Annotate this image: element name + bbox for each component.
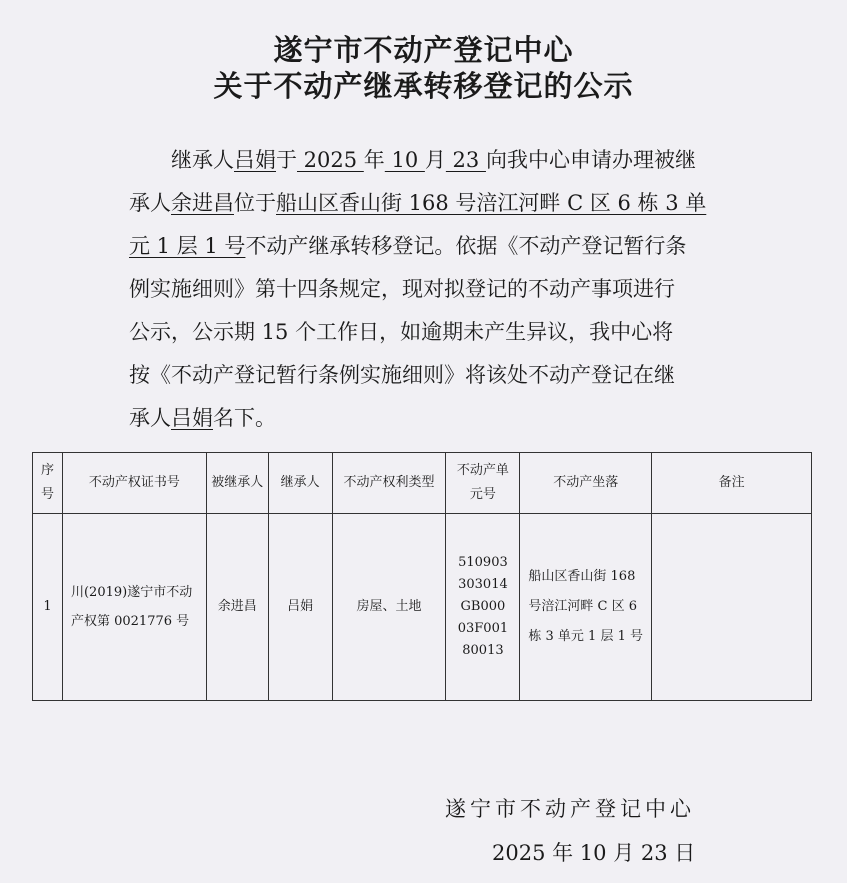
body-text: 不动产继承转移登记。依据《不动产登记暂行条 xyxy=(245,234,687,258)
col-header-note: 备注 xyxy=(652,453,812,514)
body-line-7 xyxy=(129,397,729,440)
body-text: 承人 xyxy=(129,406,171,430)
cell-type: 房屋、土地 xyxy=(332,514,446,701)
body-line-3 xyxy=(129,225,729,268)
property-address: 船山区香山街 168 号涪江河畔 C 区 6 栋 3 单 xyxy=(276,191,707,215)
property-table xyxy=(32,452,812,701)
table-row xyxy=(33,514,812,701)
cell-decedent: 余进昌 xyxy=(206,514,268,701)
notice-title-line2: 关于不动产继承转移登记的公示 xyxy=(213,69,634,103)
cell-unit: 510903303014GB00003F00180013 xyxy=(446,514,520,701)
table-header-row xyxy=(33,453,812,514)
col-header-decedent: 被继承人 xyxy=(206,453,268,514)
body-text: 月 xyxy=(424,148,446,172)
body-text: 年 xyxy=(363,148,385,172)
cell-location: 船山区香山街 168 号涪江河畔 C 区 6 栋 3 单元 1 层 1 号 xyxy=(520,514,652,701)
heir-name: 吕娟 xyxy=(171,406,213,430)
cell-seq: 1 xyxy=(33,514,63,701)
col-header-cert: 不动产权证书号 xyxy=(62,453,206,514)
col-header-unit: 不动产单元号 xyxy=(446,453,520,514)
body-line-5: 公示，公示期 15 个工作日，如逾期未产生异议，我中心将 xyxy=(129,320,674,344)
issuer-signature: 遂宁市不动产登记中心 xyxy=(445,797,695,821)
body-text: 向我中心申请办理被继 xyxy=(485,148,696,172)
body-line-4: 例实施细则》第十四条规定，现对拟登记的不动产事项进行 xyxy=(129,277,675,301)
col-header-type: 不动产权利类型 xyxy=(332,453,446,514)
notice-body xyxy=(129,139,729,440)
body-line-2 xyxy=(129,182,729,225)
decedent-name: 余进昌 xyxy=(171,191,234,215)
apply-month: 10 xyxy=(384,148,425,172)
body-text: 位于 xyxy=(234,191,276,215)
issue-date: 2025 年 10 月 23 日 xyxy=(492,841,696,865)
col-header-location: 不动产坐落 xyxy=(520,453,652,514)
cell-cert: 川(2019)遂宁市不动产权第 0021776 号 xyxy=(62,514,206,701)
notice-title-line1: 遂宁市不动产登记中心 xyxy=(273,33,574,67)
apply-day: 23 xyxy=(445,148,486,172)
property-address-cont: 元 1 层 1 号 xyxy=(129,234,246,258)
body-text: 承人 xyxy=(129,191,171,215)
body-text: 继承人 xyxy=(171,148,234,172)
col-header-heir: 继承人 xyxy=(268,453,332,514)
body-text: 名下。 xyxy=(213,406,276,430)
body-text: 于 xyxy=(276,148,297,172)
col-header-seq: 序号 xyxy=(33,453,63,514)
apply-year: 2025 xyxy=(297,148,364,172)
cell-heir: 吕娟 xyxy=(268,514,332,701)
heir-name: 吕娟 xyxy=(234,148,276,172)
body-line-1 xyxy=(129,139,729,182)
body-line-6: 按《不动产登记暂行条例实施细则》将该处不动产登记在继 xyxy=(129,363,675,387)
cell-note xyxy=(652,514,812,701)
